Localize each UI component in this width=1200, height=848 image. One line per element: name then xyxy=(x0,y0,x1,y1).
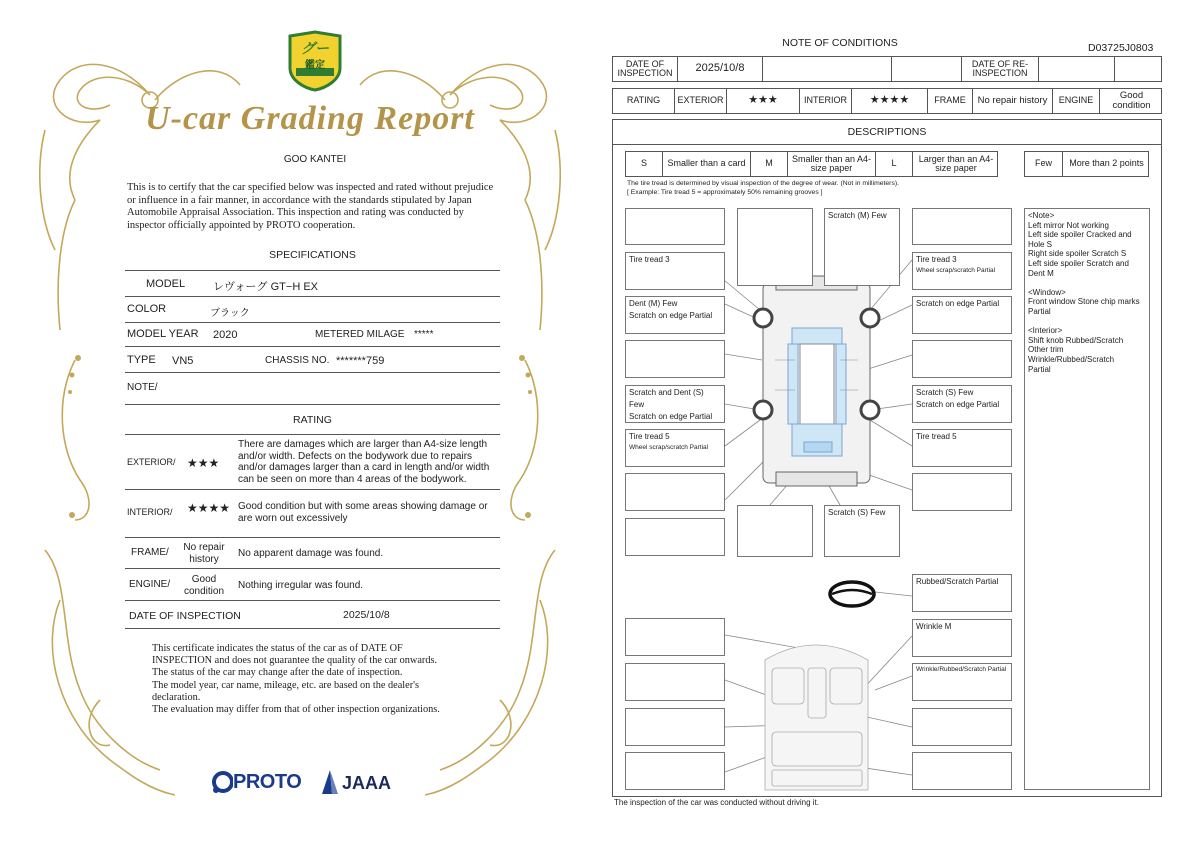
date-of-inspection-label: DATE OF INSPECTION xyxy=(129,610,241,622)
mileage-label: METERED MILAGE xyxy=(315,329,405,340)
note-box-l6: Tire tread 5 Wheel scrap/scratch Partial xyxy=(625,429,725,467)
engine-label: ENGINE/ xyxy=(129,579,171,590)
interior-box-l3 xyxy=(625,708,725,746)
exterior-label: EXTERIOR/ xyxy=(127,457,176,467)
interior-label: INTERIOR/ xyxy=(127,507,173,517)
certification-text: This is to certify that the car specified below was inspected and rated without prejudice or influence in a fair manner, in accordance with the standards stipulated by Japan Automobile Appraisal Association. This inspection and rating was conducted by inspector officially appointed by PROTO cooperation. xyxy=(127,182,494,231)
jaaa-logo-text: JAAA xyxy=(342,773,392,793)
tire-note-2: [ Example: Tire tread 5 = approximately 50% remaining grooves ] xyxy=(627,189,823,196)
interior-description: Good condition but with some areas showing damage or are worn out excessively xyxy=(238,501,488,524)
note-box-l1 xyxy=(625,208,725,245)
note-box-l4 xyxy=(625,340,725,378)
side-notes-panel: <Note> Left mirror Not working Left side spoiler Cracked and Hole S Right side spoiler Scratch S Left side spoiler Scratch and Dent M <Window> Front window Stone chip marks Partial <Interior> Shift knob Rubbed/Scratch Other trim Wrinkle/Rubbed/Scratch Partial xyxy=(1024,208,1150,790)
note-box-bottom-a xyxy=(737,505,813,557)
note-box-r3: Scratch on edge Partial xyxy=(912,296,1012,334)
frame-description: No apparent damage was found. xyxy=(238,548,384,559)
note-box-top-b: Scratch (M) Few xyxy=(824,208,900,286)
specifications-heading: SPECIFICATIONS xyxy=(269,249,356,261)
engine-label: ENGINE xyxy=(1053,89,1100,113)
model-year-label: MODEL YEAR xyxy=(127,328,199,340)
interior-box-l1 xyxy=(625,618,725,656)
note-box-r5: Scratch (S) Few Scratch on edge Partial xyxy=(912,385,1012,423)
note-box-r4 xyxy=(912,340,1012,378)
note-box-r7 xyxy=(912,473,1012,511)
conditions-footer: The inspection of the car was conducted without driving it. xyxy=(614,798,819,807)
interior-box-l4 xyxy=(625,752,725,790)
note-box-l8 xyxy=(625,518,725,556)
reinspection-label: DATE OF RE-INSPECTION xyxy=(962,57,1039,81)
date-of-inspection-value: 2025/10/8 xyxy=(343,609,390,621)
interior-box-4 xyxy=(912,708,1012,746)
note-box-l2: Tire tread 3 xyxy=(625,252,725,290)
interior-box-1: Rubbed/Scratch Partial xyxy=(912,574,1012,612)
interior-label: INTERIOR xyxy=(800,89,852,113)
size-legend: S Smaller than a card M Smaller than an A4-size paper L Larger than an A4-size paper xyxy=(625,151,998,177)
proto-logo-icon xyxy=(211,770,233,796)
exterior-description: There are damages which are larger than A4-size length and/or width. Defects on the bodywork due to repairs and/or damages larger than a card in length and/or width can be seen on more than 4 areas of the bodywork. xyxy=(238,439,490,485)
jaaa-logo-icon xyxy=(318,768,340,796)
color-value: ブラック xyxy=(210,308,250,319)
conditions-heading: NOTE OF CONDITIONS xyxy=(782,37,898,49)
engine-value: Good condition xyxy=(183,574,225,597)
note-box-top-a xyxy=(737,208,813,286)
note-box-r6: Tire tread 5 xyxy=(912,429,1012,467)
type-label: TYPE xyxy=(127,354,156,366)
note-box-bottom-b: Scratch (S) Few xyxy=(824,505,900,557)
note-box-r1 xyxy=(912,208,1012,245)
note-box-l7 xyxy=(625,473,725,511)
note-label: NOTE/ xyxy=(127,382,158,393)
interior-box-5 xyxy=(912,752,1012,790)
note-box-l5: Scratch and Dent (S) Few Scratch on edge Partial xyxy=(625,385,725,423)
exterior-label: EXTERIOR xyxy=(675,89,727,113)
few-legend: Few More than 2 points xyxy=(1024,151,1149,177)
model-value: レヴォーグ GT−H EX xyxy=(213,281,318,293)
tire-note-1: The tire tread is determined by visual inspection of the degree of wear. (Not in millimeters). xyxy=(627,180,899,187)
note-box-r2: Tire tread 3 Wheel scrap/scratch Partial xyxy=(912,252,1012,290)
rating-label: RATING xyxy=(613,89,675,113)
mileage-value: ***** xyxy=(414,329,434,340)
note-box-l3: Dent (M) Few Scratch on edge Partial xyxy=(625,296,725,334)
report-subtitle: GOO KANTEI xyxy=(283,154,347,165)
badge-line2: 鑑定 xyxy=(305,60,325,71)
interior-stars: ★★★★ xyxy=(187,501,231,515)
model-label: MODEL xyxy=(146,278,186,290)
frame-label: FRAME/ xyxy=(131,547,169,558)
exterior-stars: ★★★ xyxy=(727,89,800,113)
proto-logo-text: PROTO xyxy=(233,771,302,793)
report-title: U-car Grading Report xyxy=(145,100,475,137)
frame-label: FRAME xyxy=(928,89,973,113)
engine-description: Nothing irregular was found. xyxy=(238,580,364,591)
descriptions-heading: DESCRIPTIONS xyxy=(847,126,927,138)
engine-value: Good condition xyxy=(1112,90,1151,111)
note-of-conditions-page xyxy=(600,0,1200,848)
document-id: D03725J0803 xyxy=(1088,42,1154,54)
interior-stars: ★★★★ xyxy=(852,89,928,113)
doi-value: 2025/10/8 xyxy=(678,57,763,81)
frame-value: No repair history xyxy=(973,89,1053,113)
doi-label: DATE OF INSPECTION xyxy=(613,57,678,81)
exterior-stars: ★★★ xyxy=(187,456,220,470)
chassis-value: *******759 xyxy=(336,355,385,367)
interior-box-2: Wrinkle M xyxy=(912,619,1012,657)
interior-box-l2 xyxy=(625,663,725,701)
type-value: VN5 xyxy=(172,355,194,367)
model-year-value: 2020 xyxy=(213,329,238,341)
rating-heading: RATING xyxy=(293,414,332,426)
badge-line1: グー xyxy=(301,40,329,56)
interior-box-3: Wrinkle/Rubbed/Scratch Partial xyxy=(912,663,1012,701)
frame-value: No repair history xyxy=(183,542,225,565)
chassis-label: CHASSIS NO. xyxy=(265,355,330,366)
certificate-footer: This certificate indicates the status of the car as of DATE OF INSPECTION and does not guarantee the quality of the car onwards. The status of the car may change after the date of inspection. The model year, car name, mileage, etc. are based on the dealer's declaration. The evaluation may differ from that of other inspection organizations. xyxy=(152,643,440,716)
color-label: COLOR xyxy=(127,303,167,315)
